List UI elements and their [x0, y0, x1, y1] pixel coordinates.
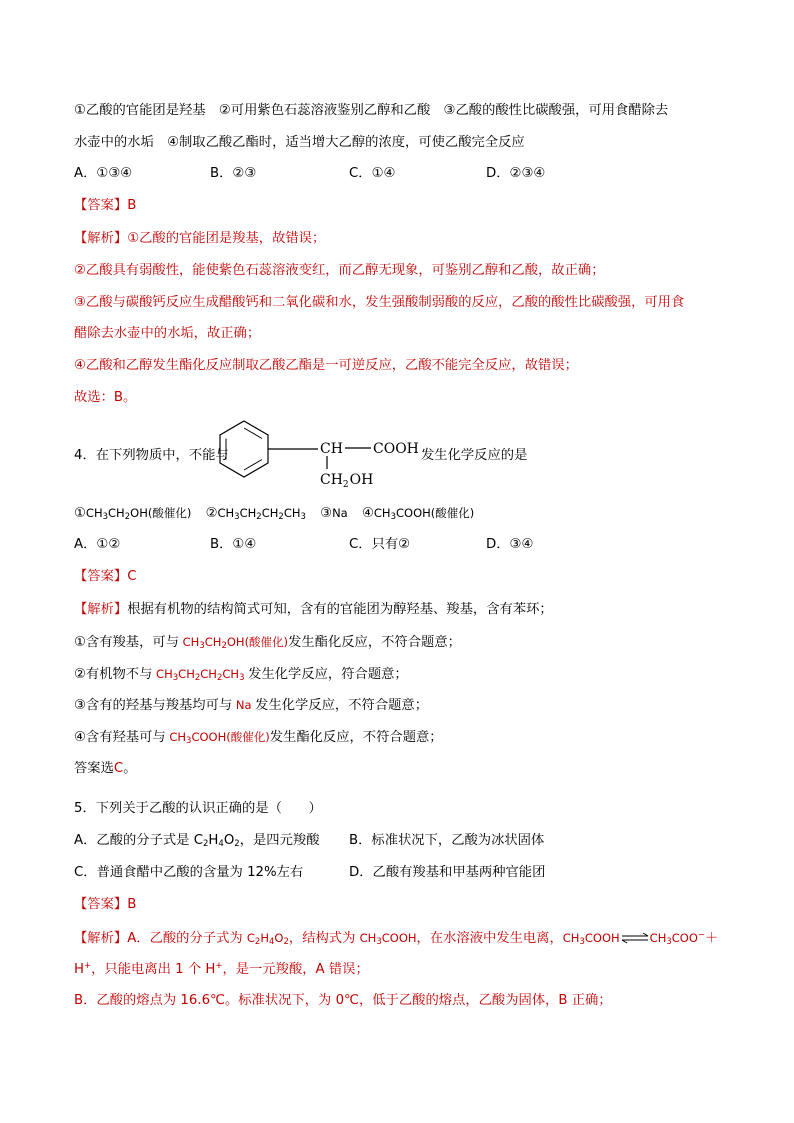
- mandelic-acid-structure-diagram: [208, 416, 423, 491]
- analysis-tag: 【解析】: [74, 602, 128, 617]
- ch-label: CH: [320, 441, 343, 457]
- q5-analysis-b: B．乙酸的熔点为 16.6℃。标准状况下，为 0℃，低于乙酸的熔点，乙酸为固体，B 正确；: [74, 993, 612, 1008]
- q4-analysis-1: ①含有羧基，可与 $CH_3CH_2OH$(酸催化)发生酯化反应，不符合题意；: [74, 635, 461, 651]
- q4-option-b: B．①④: [210, 537, 257, 552]
- benzene-inner: [226, 428, 262, 470]
- q4-stem-before: 4．在下列物质中，不能与: [74, 448, 229, 463]
- q3-analysis-2: ②乙酸具有弱酸性，能使紫色石蕊溶液变红，而乙醇无现象，可鉴别乙醇和乙酸，故正确；: [74, 263, 605, 278]
- q3-conclusion: 故选：B。: [74, 390, 137, 405]
- q4-analysis-intro: [74, 600, 553, 620]
- q5-option-c: C．普通食醋中乙酸的含量为 12%左右: [74, 865, 304, 880]
- analysis-text: ①乙酸的官能团是羧基，故错误；: [127, 231, 326, 246]
- q5-option-a: A．乙酸的分子式是 $C_2H_4O_2$，是四元羧酸: [74, 833, 320, 849]
- q3-option-c: C．①④: [349, 166, 396, 181]
- q5-analysis-a1: 【解析】A．乙酸的分子式为 $C_2H_4O_2$，结构式为 $CH_3COOH$，在水溶液中发生电离，$CH_3COOH$ $CH_3COO^-+$: [74, 930, 719, 947]
- q3-statement-line2: 水壶中的水垢 ④制取乙酸乙酯时，适当增大乙醇的浓度，可使乙酸完全反应: [74, 135, 525, 150]
- q4-reagents: $①CH_3CH_2OH$(酸催化) $②CH_3CH_2CH_2CH_3$ ③Na $④CH_3COOH$(酸催化): [74, 506, 475, 522]
- q5-option-d: D．乙酸有羧基和甲基两种官能团: [349, 865, 546, 880]
- q5-answer: [74, 895, 136, 915]
- q3-analysis-3b: 醋除去水壶中的水垢，故正确；: [74, 326, 261, 341]
- q4-option-d: D．③④: [486, 537, 534, 552]
- q4-option-a: A．①②: [74, 537, 121, 552]
- q4-answer: [74, 567, 136, 587]
- q4-analysis-3: ③含有的羟基与羧基均可与 Na 发生化学反应，不符合题意；: [74, 698, 429, 713]
- q3-analysis-1: [74, 229, 325, 249]
- answer-value: C: [127, 569, 137, 584]
- answer-tag: 【答案】: [74, 198, 128, 213]
- ch2oh-label: $CH_2OH$: [320, 472, 374, 490]
- q5-analysis-a2: H+，只能电离出 1 个 H+，是一元羧酸，A 错误；: [74, 961, 369, 977]
- benzene-ring: [220, 421, 268, 477]
- analysis-text: 根据有机物的结构简式可知，含有的官能团为醇羟基、羧基，含有苯环；: [127, 602, 553, 617]
- q3-option-a: A．①③④: [74, 166, 133, 181]
- q4-option-c: C．只有②: [349, 537, 411, 552]
- answer-tag: 【答案】: [74, 897, 128, 912]
- q5-stem: 5．下列关于乙酸的认识正确的是（ ）: [74, 801, 322, 816]
- q3-option-b: B．②③: [210, 166, 257, 181]
- q4-analysis-4: ④含有羟基可与 $CH_3COOH$(酸催化)发生酯化反应，不符合题意；: [74, 730, 443, 746]
- q5-option-b: B．标准状况下，乙酸为冰状固体: [349, 833, 545, 848]
- q3-option-d: D．②③④: [486, 166, 546, 181]
- q4-stem-after: 发生化学反应的是: [421, 448, 528, 463]
- q3-statement-line1: ①乙酸的官能团是羟基 ②可用紫色石蕊溶液鉴别乙醇和乙酸 ③乙酸的酸性比碳酸强，可用食醋除去: [74, 103, 669, 118]
- answer-tag: 【答案】: [74, 569, 128, 584]
- q3-answer: [74, 196, 136, 216]
- equilibrium-arrow-icon: [620, 932, 650, 944]
- analysis-tag: 【解析】: [74, 231, 128, 246]
- q4-analysis-2: ②有机物不与 $CH_3CH_2CH_2CH_3$ 发生化学反应，符合题意；: [74, 667, 408, 683]
- q4-conclusion: 答案选C。: [74, 761, 137, 776]
- cooh-label: COOH: [373, 441, 419, 457]
- answer-value: B: [127, 897, 137, 912]
- q3-analysis-4: ④乙酸和乙醇发生酯化反应制取乙酸乙酯是一可逆反应，乙酸不能完全反应，故错误；: [74, 358, 578, 373]
- q3-analysis-3a: ③乙酸与碳酸钙反应生成醋酸钙和二氧化碳和水，发生强酸制弱酸的反应，乙酸的酸性比碳酸强，可用食: [74, 295, 685, 310]
- answer-value: B: [127, 198, 137, 213]
